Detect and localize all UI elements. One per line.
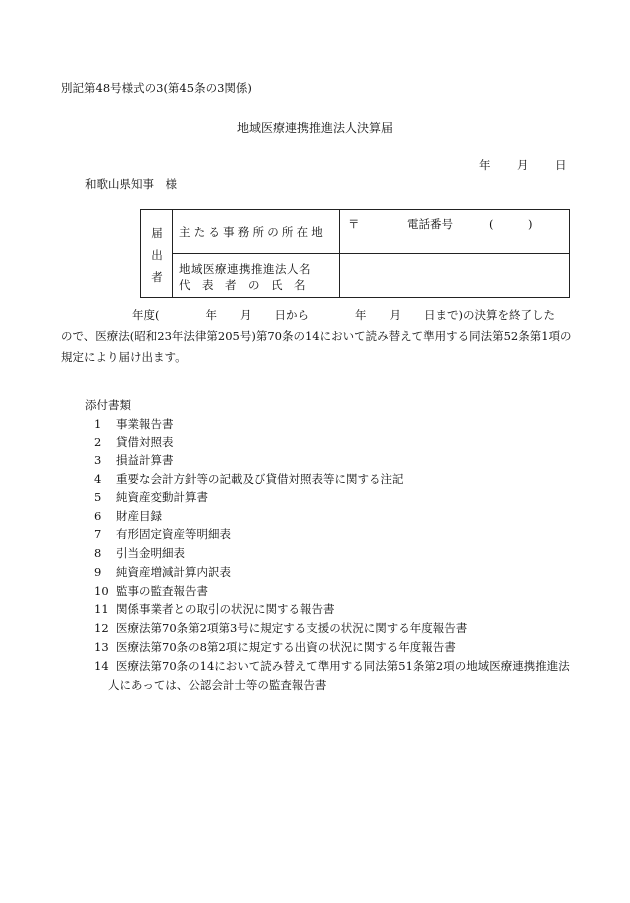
attachment-item: 2 貸借対照表 xyxy=(94,435,174,449)
date-line xyxy=(479,157,567,173)
attachment-item: 3 損益計算書 xyxy=(94,453,174,467)
table-divider xyxy=(172,253,569,254)
attachment-item: 4 重要な会計方針等の記載及び貸借対照表等に関する注記 xyxy=(94,472,404,486)
date-day: 日 xyxy=(555,158,567,172)
phone-paren: ( ) xyxy=(489,217,533,231)
representative-name-label: 代 表 者 の 氏 名 xyxy=(179,278,306,292)
applicant-side-label: 届 出 者 xyxy=(151,226,163,284)
attachment-item: 14 医療法第70条の14において読み替えて準用する同法第51条第2項の地域医療連携推進法 xyxy=(94,659,570,673)
postal-mark: 〒 xyxy=(348,217,360,231)
declaration-text: 年度( 年 月 日から 年 月 日まで)の決算を終了した ので、医療法(昭和23年法律第205号)第70条の14において読み替えて準用する同法第52条第1項の 規定により届け出ます。 xyxy=(61,308,572,364)
attachment-item: 9 純資産増減計算内訳表 xyxy=(94,565,231,579)
applicant-table xyxy=(140,209,570,298)
attachment-item: 11 関係事業者との取引の状況に関する報告書 xyxy=(94,602,335,616)
phone-label: 電話番号 xyxy=(407,217,453,231)
attachment-item: 8 引当金明細表 xyxy=(94,546,185,560)
attachment-item: 5 純資産変動計算書 xyxy=(94,490,208,504)
document-title: 地域医療連携推進法人決算届 xyxy=(236,121,393,135)
date-month: 月 xyxy=(517,158,529,172)
attachment-item: 7 有形固定資産等明細表 xyxy=(94,527,231,541)
attachment-item: 6 財産目録 xyxy=(94,509,162,523)
attachment-item: 1 事業報告書 xyxy=(94,417,174,431)
form-number-label: 別記第48号様式の3(第45条の3関係) xyxy=(61,81,252,95)
attachment-item: 13 医療法第70条の8第2項に規定する出資の状況に関する年度報告書 xyxy=(94,640,456,654)
addressee: 和歌山県知事 様 xyxy=(85,177,177,191)
attachment-item: 10 監事の監査報告書 xyxy=(94,584,208,598)
office-address-label: 主たる事務所の所在地 xyxy=(179,225,326,239)
attachment-item: 12 医療法第70条第2項第3号に規定する支援の状況に関する年度報告書 xyxy=(94,621,468,635)
attachment-item-continuation: 人にあっては、公認会計士等の監査報告書 xyxy=(108,678,327,692)
date-year: 年 xyxy=(479,158,491,172)
attachments-heading: 添付書類 xyxy=(85,398,131,412)
corporation-name-label: 地域医療連携推進法人名 xyxy=(179,262,311,276)
